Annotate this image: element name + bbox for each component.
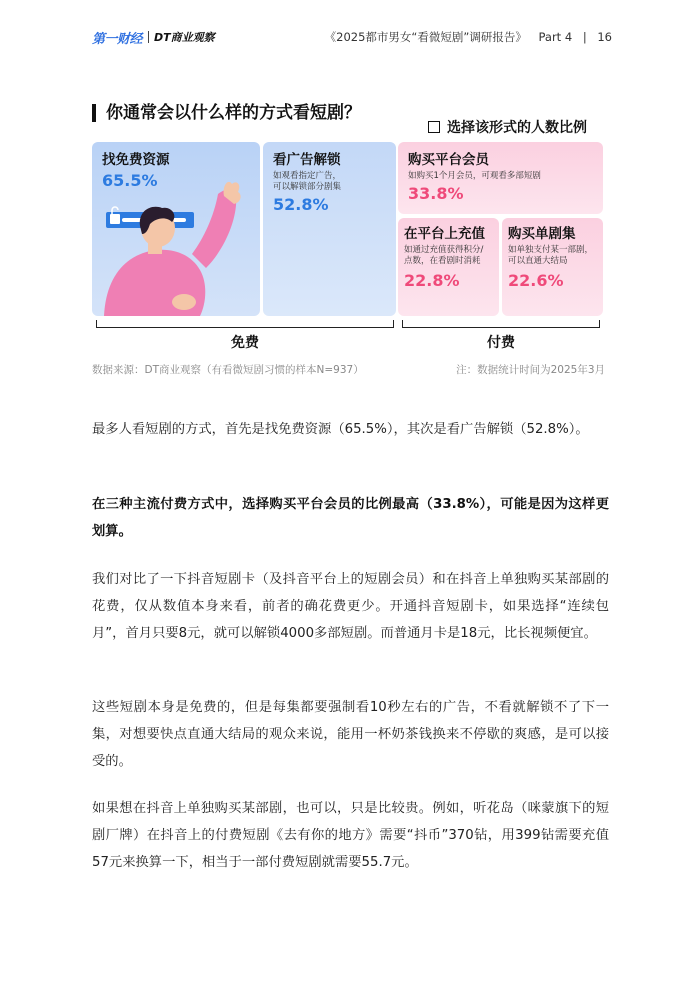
cell-title: 找免费资源 [102,152,170,168]
header-separator: | [582,30,587,44]
paragraph-2-bold: 在三种主流付费方式中，选择购买平台会员的比例最高（33.8%），可能是因为这样更划算。 [92,497,609,539]
yicai-logo: 第一财经 [92,32,143,47]
desc-line: 如观看指定广告， [273,171,342,181]
report-title: 《2025都市男女“看微短剧”调研报告》 [324,30,527,44]
paragraph-1: 最多人看短剧的方式，首先是找免费资源（65.5%），其次是看广告解锁（52.8%）。 [92,422,589,437]
cell-value: 65.5% [102,171,158,190]
cell-title: 购买单剧集 [508,226,576,242]
cell-description: 如购买1个月会员，可观看多部短剧 [408,171,541,181]
paragraph-3: 我们对比了一下抖音短剧卡（及抖音平台上的短剧会员）和在抖音上单独购买某部剧的花费，仅从数值本身来看，前者的确花费更少。开通抖音短剧卡，如果选择“连续包月”，首月只要8元，就可以解锁4000多部短剧。而普通月卡是18元，比长视频便宜。 [92,572,609,641]
cell-membership [398,142,603,214]
cell-value: 22.8% [404,271,460,290]
data-note: 注：数据统计时间为2025年3月 [456,364,605,376]
desc-line: 点数，在看剧时消耗 [404,256,481,266]
desc-line: 如通过充值获得积分/ [404,245,484,255]
paid-group-label: 付费 [487,335,515,351]
cell-ad-unlock [263,142,396,316]
part-label: Part 4 [538,30,573,44]
data-source: 数据来源：DT商业观察（有看微短剧习惯的样本N=937） [92,364,364,376]
cell-description [273,171,386,193]
free-bracket [96,320,394,328]
cell-title: 看广告解锁 [273,152,341,168]
paragraph-5: 如果想在抖音上单独购买某部剧，也可以，只是比较贵。例如，听花岛（咪蒙旗下的短剧厂牌）在抖音上的付费短剧《去有你的地方》需要“抖币”370钻，用399钻需要充值57元来换算一下，相当于一部付费短剧就需要55.7元。 [92,801,609,870]
desc-line: 如单独支付某一部剧， [508,245,594,255]
cell-description [508,245,597,267]
cell-value: 52.8% [273,195,329,214]
legend [428,117,587,137]
page-header [92,28,612,48]
legend-square-icon [428,121,440,133]
desc-line: 可以解锁部分剧集 [273,182,342,192]
desc-line: 可以直通大结局 [508,256,568,266]
question-title: 你通常会以什么样的方式看短剧？ [92,104,361,122]
cell-value: 22.6% [508,271,564,290]
legend-label: 选择该形式的人数比例 [447,120,587,136]
paid-bracket [402,320,600,328]
cell-single-episode [502,218,603,316]
cell-title: 在平台上充值 [404,226,485,242]
cell-title: 购买平台会员 [408,152,489,168]
free-group-label: 免费 [231,335,259,351]
person-waving-illustration [96,176,256,316]
paragraph-4: 这些短剧本身是免费的，但是每集都要强制看10秒左右的广告，不看就解锁不了下一集，对想要快点直通大结局的观众来说，能用一杯奶茶钱换来不停歇的爽感，是可以接受的。 [92,700,609,769]
cell-recharge [398,218,499,316]
cell-description [404,245,493,267]
page-number: 16 [597,30,612,44]
dt-logo: DT商业观察 [154,31,215,44]
header-report-info [325,29,612,45]
logo-divider [148,31,149,43]
cell-value: 33.8% [408,184,464,203]
